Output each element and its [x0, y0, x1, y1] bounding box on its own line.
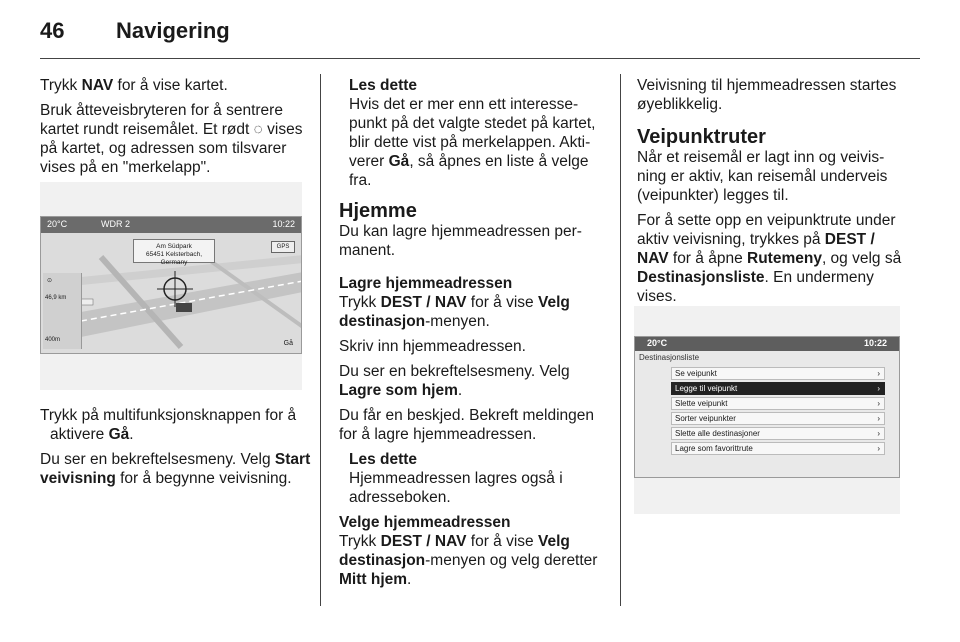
map-illustration: [40, 182, 302, 390]
menu-item[interactable]: [671, 397, 885, 410]
menu-illustration: [634, 306, 900, 514]
menu-item[interactable]: [671, 427, 885, 440]
paragraph: Du ser en bekreftelsesmeny. Velg Lagre som hjem.: [339, 363, 570, 399]
menu-item-label: Lagre som favorittrute: [675, 444, 753, 453]
column-2: [339, 76, 607, 595]
subheading: Velge hjemmeadressen: [339, 514, 511, 531]
gps-indicator: GPS: [271, 241, 295, 253]
paragraph: Når et reisemål er lagt inn og veivisning er aktiv, kan reisemål underveis (veipunkter) legges til.: [637, 149, 888, 204]
map-address-tag: Am Südpark 65451 Kelsterbach, Germany: [133, 239, 215, 263]
menu-screen: [634, 336, 900, 478]
menu-item-label: Sorter veipunkter: [675, 414, 736, 423]
menu-item-label: Slette alle destinasjoner: [675, 429, 760, 438]
menu-item[interactable]: [671, 442, 885, 455]
paragraph: Du får en beskjed. Bekreft meldingen for å lagre hjemmeadressen.: [339, 407, 595, 443]
paragraph: Trykk NAV for å vise kartet.: [40, 77, 228, 94]
chevron-right-icon: ›: [877, 414, 880, 423]
page-header: [40, 16, 920, 56]
menu-item[interactable]: [671, 412, 885, 425]
menu-status-bar: 20°C 10:22: [635, 337, 899, 351]
paragraph: Skriv inn hjemmeadressen.: [339, 338, 526, 355]
menu-list: [671, 367, 885, 457]
note-box: Les dette Hjemmeadressen lagres også i adresseboken.: [349, 451, 563, 506]
compass-icon: ⊙: [47, 278, 53, 284]
go-label: Gå: [283, 340, 293, 347]
header-divider: [40, 58, 920, 59]
column-1-continued: [40, 406, 312, 494]
chevron-right-icon: ›: [877, 384, 880, 393]
column-divider-1: [320, 74, 321, 606]
page-title: Navigering: [116, 18, 230, 43]
map-status-bar: 20°C WDR 2 10:22: [41, 217, 301, 233]
column-1: [40, 76, 312, 183]
paragraph: Veivisning til hjemmeadressen startes øyeblikkelig.: [637, 77, 897, 113]
chevron-right-icon: ›: [877, 444, 880, 453]
column-3: [637, 76, 905, 312]
paragraph: Du ser en bekreftelsesmeny. Velg Start veivisning for å begynne veivisning.: [40, 451, 311, 487]
map-side-panel: ⊙ 46,9 km 400m: [43, 273, 82, 349]
paragraph: For å sette opp en veipunktrute under aktiv veivisning, trykkes på DEST / NAV for å åpne Rutemeny, og velg så Destinasjonsliste. En undermeny vises.: [637, 212, 902, 305]
menu-item-label: Slette veipunkt: [675, 399, 728, 408]
page-number: 46: [40, 18, 65, 43]
paragraph: Du kan lagre hjemmeadressen permanent.: [339, 223, 582, 259]
chevron-right-icon: ›: [877, 399, 880, 408]
map-screen: [40, 216, 302, 354]
chevron-right-icon: ›: [877, 369, 880, 378]
menu-item[interactable]: [671, 367, 885, 380]
section-heading: Veipunktruter: [637, 126, 766, 148]
paragraph: Trykk på multifunksjonsknappen for å aktivere Gå.: [40, 407, 297, 443]
subheading: Lagre hjemmeadressen: [339, 275, 513, 292]
menu-subtitle: Destinasjonsliste: [639, 353, 700, 362]
menu-item-label: Se veipunkt: [675, 369, 717, 378]
chevron-right-icon: ›: [877, 429, 880, 438]
paragraph: Trykk DEST / NAV for å vise Velg destinasjon-menyen.: [339, 294, 570, 330]
section-heading: Hjemme: [339, 200, 417, 222]
paragraph: Bruk åtteveisbryteren for å sentrere kartet rundt reisemålet. Et rødt ◌ vises på kartet, og adressen som tilsvarer vises på en "merkelapp".: [40, 102, 303, 176]
menu-item[interactable]: [671, 382, 885, 395]
paragraph: Trykk DEST / NAV for å vise Velg destinasjon-menyen og velg deretter Mitt hjem.: [339, 533, 598, 588]
menu-item-label: Legge til veipunkt: [675, 384, 738, 393]
column-divider-2: [620, 74, 621, 606]
note-box: Les dette Hvis det er mer enn ett interessepunkt på det valgte stedet på kartet, blir dette vist på merkelappen. Aktiverer Gå, så åpnes en liste å velge fra.: [349, 77, 596, 189]
